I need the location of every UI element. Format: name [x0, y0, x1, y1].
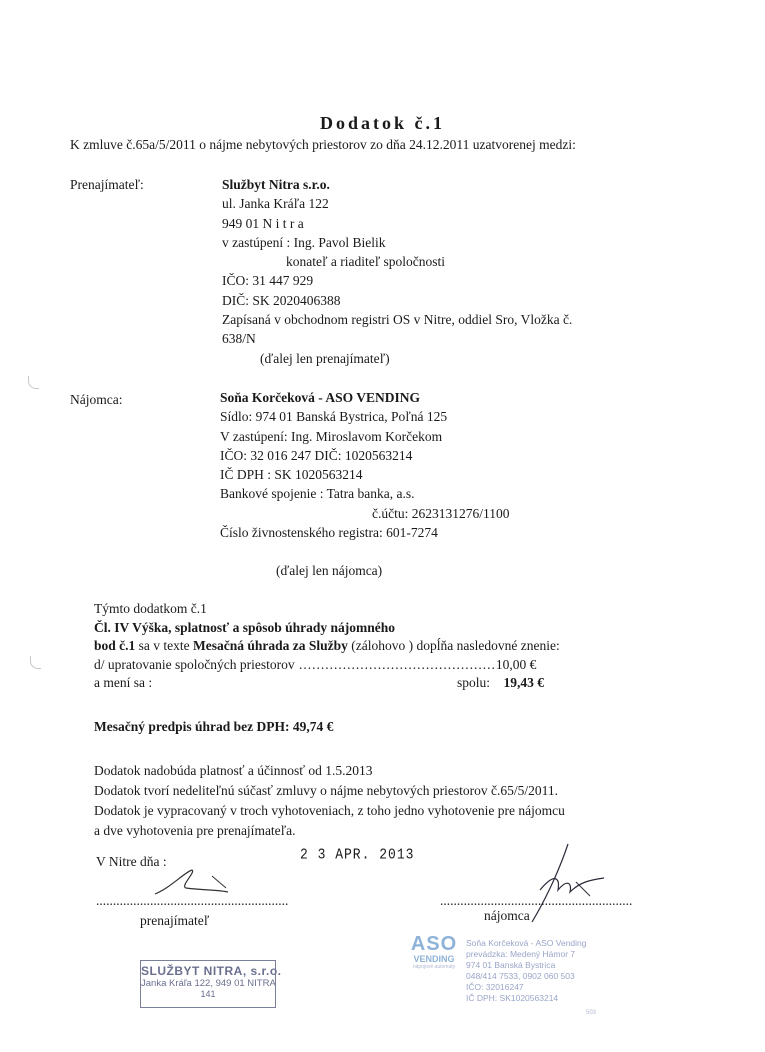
- tenant-vat: IČ DPH : SK 1020563214: [220, 467, 363, 483]
- tenant-name: Soňa Korčeková - ASO VENDING: [220, 390, 421, 405]
- amendment-article: Čl. IV Výška, splatnosť a spôsob úhrady nájomného: [94, 619, 396, 635]
- changes-text: a mení sa :: [94, 675, 153, 690]
- landlord-alias: (ďalej len prenajímateľ): [260, 350, 390, 366]
- landlord-city: 949 01 N i t r a: [222, 215, 304, 231]
- date-stamp: 2 3 APR. 2013: [300, 845, 415, 864]
- total-label: spolu:: [456, 675, 490, 690]
- tenant-stamp: [408, 934, 608, 1024]
- stamp-line: Soňa Korčeková - ASO Vending: [466, 938, 587, 948]
- amendment-intro: Týmto dodatkom č.1: [94, 601, 207, 616]
- point-mid: sa v texte: [135, 638, 193, 653]
- total-row: [94, 674, 544, 693]
- tenant-seat: Sídlo: 974 01 Banská Bystrica, Poľná 125: [220, 409, 448, 425]
- stamp-line: IČO: 32016247: [466, 982, 524, 992]
- logo-aso: ASO: [410, 933, 458, 955]
- stamp-corner-number: 503: [586, 1010, 597, 1016]
- point-end: (zálohovo ) dopĺňa nasledovné znenie:: [347, 638, 560, 653]
- cleaning-item: [94, 656, 560, 675]
- tenant-represented: V zastúpení: Ing. Miroslavom Korčekom: [220, 428, 443, 444]
- landlord-registry-number: 638/N: [222, 331, 256, 347]
- scan-mark-2: [30, 656, 41, 669]
- tenant-account: č.účtu: 2623131276/1100: [372, 505, 510, 521]
- stamp-line: 974 01 Banská Bystrica: [466, 960, 556, 970]
- intro-line: K zmluve č.65a/5/2011 o nájme nebytových priestorov zo dňa 24.12.2011 uzatvorenej medzi:: [70, 137, 576, 152]
- closing-line: Dodatok tvorí nedeliteľnú súčasť zmluvy o nájme nebytových priestorov č.65/5/2011.: [94, 783, 559, 798]
- amendment-point: [94, 637, 560, 656]
- landlord-block: [222, 175, 572, 368]
- tenant-trade-register: Číslo živnostenského registra: 601-7274: [220, 525, 438, 541]
- landlord-registry: Zapísaná v obchodnom registri OS v Nitre, oddiel Sro, Vložka č.: [222, 312, 573, 328]
- landlord-role: konateľ a riaditeľ spoločnosti: [286, 254, 446, 270]
- landlord-street: ul. Janka Kráľa 122: [222, 196, 329, 212]
- logo-vending: VENDING: [413, 954, 455, 964]
- stamp-line: prevádzka: Medený Hámor 7: [466, 949, 576, 959]
- aso-vending-logo: [408, 934, 460, 970]
- document-title: Dodatok č.1: [319, 113, 445, 133]
- signature-line-left: .........................................................: [96, 893, 289, 908]
- landlord-label: Prenajímateľ:: [70, 177, 144, 192]
- stamp-line: IČ DPH: SK1020563214: [466, 993, 559, 1003]
- tenant-block: [220, 388, 510, 542]
- landlord-signature-label: prenajímateľ: [140, 913, 210, 928]
- point-ref: bod č.1: [94, 638, 136, 653]
- stamp-details: [466, 938, 587, 1004]
- landlord-represented: v zastúpení : Ing. Pavol Bielik: [222, 234, 386, 250]
- cleaning-dots: .............................................: [294, 656, 496, 672]
- stamp-number: 141: [200, 989, 216, 999]
- logo-tagline: nápojové automaty: [412, 964, 456, 970]
- tenant-label: Nájomca:: [70, 392, 123, 407]
- closing-section: [94, 761, 565, 841]
- stamp-address: Janka Kráľa 122, 949 01 NITRA: [141, 978, 276, 989]
- landlord-stamp: [140, 960, 282, 1008]
- landlord-dic: DIČ: SK 2020406388: [222, 292, 341, 308]
- tenant-alias: (ďalej len nájomca): [276, 563, 383, 578]
- stamp-line: 048/414 7533, 0902 060 503: [466, 971, 575, 981]
- closing-line: Dodatok je vypracovaný v troch vyhotoveniach, z toho jedno vyhotovenie pre nájomcu: [94, 803, 565, 818]
- signature-line-right: .........................................................: [440, 893, 633, 908]
- closing-line: Dodatok nadobúda platnosť a účinnosť od 1.5.2013: [94, 763, 373, 778]
- place-and-date: V Nitre dňa :: [96, 854, 167, 869]
- closing-line: a dve vyhotovenia pre prenajímateľa.: [94, 823, 296, 838]
- landlord-ico: IČO: 31 447 929: [222, 273, 314, 289]
- cleaning-text: d/ upratovanie spoločných priestorov: [94, 656, 295, 672]
- scan-mark: [28, 376, 39, 389]
- tenant-bank: Bankové spojenie : Tatra banka, a.s.: [220, 486, 415, 502]
- monthly-total: Mesačný predpis úhrad bez DPH: 49,74 €: [94, 719, 334, 734]
- landlord-name: Službyt Nitra s.r.o.: [222, 177, 330, 192]
- tenant-signature-label: nájomca: [484, 908, 530, 923]
- amendment-section: [94, 600, 560, 693]
- point-item: Mesačná úhrada za Služby: [193, 638, 348, 653]
- tenant-ids: IČO: 32 016 247 DIČ: 1020563214: [220, 447, 413, 463]
- cleaning-value: 10,00 €: [495, 656, 537, 672]
- stamp-company: SLUŽBYT NITRA, s.r.o.: [141, 964, 282, 978]
- total-value: 19,43 €: [503, 675, 544, 690]
